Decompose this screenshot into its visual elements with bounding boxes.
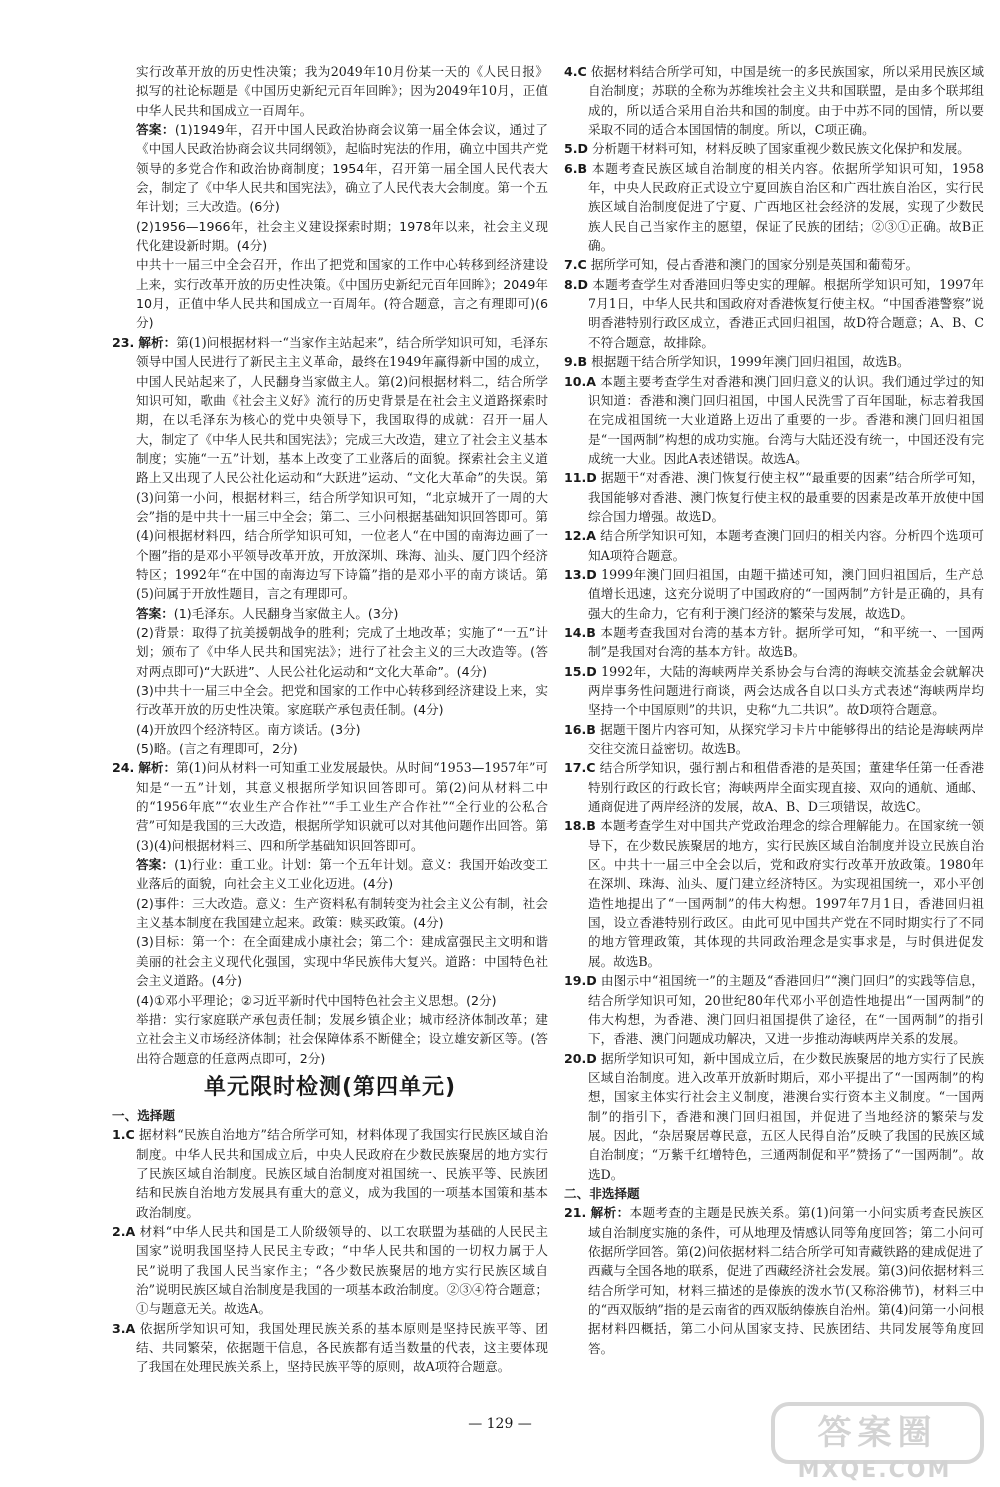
answer-paragraph: [112, 604, 548, 623]
question-text: 结合所学知识，强行割占和租借香港的是英国；董建华任第一任香港特别行政区的行政长官；海峡两岸全面实现直接、双向的通航、通邮、通商促进了两岸经济的发展，故A、B、D三项错误，故选C。: [588, 760, 984, 815]
watermark: [767, 1400, 982, 1482]
answer-paragraph: [112, 623, 548, 681]
question-number: 1.C: [112, 1127, 135, 1143]
question-item: [564, 159, 984, 256]
question-number: 14.B: [564, 624, 596, 640]
analysis-label: 解析：: [138, 334, 177, 350]
question-item: [112, 333, 548, 604]
question-item: [112, 1125, 548, 1222]
question-item: [564, 468, 984, 526]
question-text: 据材料“民族自治地方”结合所学可知，材料体现了我国实行民族区域自治制度。中华人民共和国成立后，中央人民政府在少数民族聚居的地方实行了民族区域自治制度。民族区域自治制度对祖国统一、民族平等、民族团结和民族自治地方发展具有重大的意义，成为我国的一项基本国策和基本政治制度。: [136, 1127, 548, 1220]
question-number: 10.A: [564, 373, 597, 389]
question-number: 23.: [112, 334, 135, 350]
question-text: 依据材料结合所学可知，中国是统一的多民族国家，所以采用民族区域自治制度；苏联的全称为苏维埃社会主义共和国联盟，是由多个联邦组成的，所以适合采用自治共和国的制度。由于中苏不同的国情，所以要采取不同的适合本国国情的制度。所以，C项正确。: [588, 64, 984, 138]
answer-paragraph: [112, 894, 548, 933]
question-text: 据题干“对香港、澳门恢复行使主权”“最重要的因素”结合所学可知，我国能够对香港、澳门恢复行使主权的最重要的因素是改革开放使中国综合国力增强。故选D。: [588, 470, 984, 524]
answer-paragraph: [112, 932, 548, 990]
answer-paragraph: [112, 855, 548, 894]
question-number: 9.B: [564, 354, 588, 370]
question-text: 本题考查的主题是民族关系。第(1)问第一小问实质考查民族区域自治制度实施的条件，可从地理及情感认同等角度回答；第二小问可依据所学回答。第(2)问依据材料二结合所学可知青藏铁路的建成促进了西藏与全国各地的联系，促进了西藏经济社会发展。第(3)问依据材料三结合所学可知，材料三描述的是傣族的泼水节(又称浴佛节)，材料三中的“西双版纳”指的是云南省的西双版纳傣族自治州。第(4)问第一小问根据材料四概括，第二小问从国家支持、民族团结、共同发展等角度回答。: [588, 1205, 984, 1356]
question-item: [564, 1203, 984, 1358]
question-text: 1999年澳门回归祖国，由题干描述可知，澳门回归祖国后，生产总值增长迅速，这充分说明了中国政府的“一国两制”方针是正确的，具有强大的生命力，它有利于澳门经济的繁荣与发展，故选D。: [588, 566, 984, 621]
question-text: 本题主要考查学生对香港和澳门回归意义的认识。我们通过学过的知识知道：香港和澳门回归祖国，中国人民洗雪了百年国耻，标志着我国在完成祖国统一大业道路上迈出了重要的一步。香港和澳门回归祖国是“一国两制”构想的成功实施。台湾与大陆还没有统一，中国还没有完成统一大业。因此A表述错误。故选A。: [588, 373, 984, 466]
page-number: — 129 —: [468, 1416, 532, 1432]
answer-text: (5)略。(言之有理即可，2分): [136, 741, 298, 757]
question-number: 12.A: [564, 528, 597, 544]
answer-label: 答案：: [136, 857, 175, 873]
question-text: 据题干图片内容可知，从探究学习卡片中能够得出的结论是海峡两岸交往交流日益密切。故选B。: [588, 721, 984, 757]
question-number: 16.B: [564, 721, 596, 737]
answer-label: 答案：: [136, 605, 174, 621]
question-text: 由图示中“祖国统一”的主题及“香港回归”“澳门回归”的实践等信息，结合所学知识可知，20世纪80年代邓小平创造性地提出“一国两制”的伟大构想，为香港、澳门回归祖国提供了途径，在“一国两制”的指引下，香港、澳门问题成功解决，又进一步推动海峡两岸关系的发展。: [588, 973, 984, 1047]
section-heading: 一、选择题: [112, 1107, 175, 1123]
left-column: [112, 62, 548, 1377]
question-item: [564, 526, 984, 565]
question-item: [112, 758, 548, 855]
question-text: 据所学知识可知，新中国成立后，在少数民族聚居的地方实行了民族区域自治制度。进入改革开放新时期后，邓小平提出了“一国两制”的构想，国家主体实行社会主义制度，港澳台实行资本主义制度。“一国两制”的指引下，香港和澳门回归祖国，并促进了当地经济的繁荣与发展。因此，“杂居聚居尊民意，五区人民得自治”反映了我国的民族区域自治制度；“万紫千红增特色，三通两制促和平”赞扬了“一国两制”。故选D。: [588, 1050, 984, 1182]
watermark-url: MXQE.COM: [797, 1458, 952, 1483]
question-item: [112, 1222, 548, 1319]
question-text: 本题考查民族区域自治制度的相关内容。依据所学知识可知，1958年，中央人民政府正式设立宁夏回族自治区和广西壮族自治区，实行民族区域自治制度促进了宁夏、广西地区社会经济的发展，实现了少数民族人民自己当家作主的愿望，保证了民族的团结；②③①正确。故B正确。: [588, 160, 984, 254]
question-text: 根据题干结合所学知识，1999年澳门回归祖国，故选B。: [591, 354, 910, 370]
question-item: [564, 816, 984, 971]
question-item: [564, 62, 984, 139]
answer-paragraph: [112, 720, 548, 739]
question-number: 8.D: [564, 276, 589, 292]
question-item: [564, 139, 984, 158]
question-number: 2.A: [112, 1223, 136, 1239]
answer-label: 答案：: [136, 122, 175, 138]
question-item: [564, 971, 984, 1048]
question-number: 17.C: [564, 760, 596, 776]
question-number: 3.A: [112, 1320, 136, 1336]
question-item: [564, 1049, 984, 1184]
answer-text: (2)1956—1966年，社会主义建设探索时期；1978年以来，社会主义现代化建设新时期。(4分): [136, 218, 548, 254]
answer-paragraph: [112, 120, 548, 217]
answer-text: 举措：实行家庭联产承包责任制；发展乡镇企业；城市经济体制改革；建立社会主义市场经济体制；社会保障体系不断健全；设立雄安新区等。(答出符合题意的任意两点即可，2分): [136, 1011, 548, 1066]
question-item: [564, 720, 984, 759]
question-text: 依据所学知识可知，我国处理民族关系的基本原则是坚持民族平等、团结、共同繁荣，依据题干信息，各民族都有适当数量的代表，这主要体现了我国在处理民族关系上，坚持民族平等的原则，故A项符合题意。: [136, 1320, 548, 1375]
question-text: 结合所学知识可知，本题考查澳门回归的相关内容。分析四个选项可知A项符合题意。: [588, 528, 984, 563]
question-text: 材料“中华人民共和国是工人阶级领导的、以工农联盟为基础的人民民主国家”说明我国坚持人民民主专政；“中华人民共和国的一切权力属于人民”说明了我国人民当家作主；“各少数民族聚居的地方实行民族区域自治”说明民族区域自治制度是我国的一项基本政治制度。②③④符合题意；①与题意无关。故选A。: [136, 1223, 548, 1317]
answer-text: (4)①邓小平理论；②习近平新时代中国特色社会主义思想。(2分): [136, 992, 497, 1008]
question-item: [564, 352, 984, 371]
answer-text: (3)目标：第一个：在全面建成小康社会；第二个：建成富强民主文明和谐美丽的社会主义现代化强国，实现中华民族伟大复兴。道路：中国特色社会主义道路。(4分): [136, 934, 548, 989]
answer-text: (3)中共十一届三中全会。把党和国家的工作中心转移到经济建设上来，实行改革开放的历史性决策。家庭联产承包责任制。(4分): [136, 683, 548, 718]
answer-text: (4)开放四个经济特区。南方谈话。(3分): [136, 721, 361, 737]
answer-paragraph: [112, 255, 548, 332]
question-item: [564, 758, 984, 816]
answer-paragraph: [112, 991, 548, 1010]
answer-paragraph: [112, 217, 548, 256]
question-text: 分析题干材料可知，材料反映了国家重视少数民族文化保护和发展。: [592, 141, 970, 157]
question-number: 5.D: [564, 141, 589, 157]
question-text: 本题考查学生对中国共产党政治理念的综合理解能力。在国家统一领导下，在少数民族聚居的地方，实行民族区域自治制度并设立民族自治区。中共十一届三中全会以后，党和政府实行改革开放政策。1980年在深圳、珠海、汕头、厦门建立经济特区。为实现祖国统一，邓小平创造性地提出了“一国两制”的伟大构想。1997年7月1日，香港回归祖国，设立香港特别行政区。由此可见中国共产党在不同时期实行了不同的地方管理政策，其体现的共同政治理念是实事求是，与时俱进促发展。故选B。: [588, 818, 984, 969]
answer-text: (1)行业：重工业。计划：第一个五年计划。意义：我国开始改变工业落后的面貌，向社会主义工业化迈进。(4分): [136, 857, 549, 892]
question-number: 13.D: [564, 566, 597, 582]
unit-title: 单元限时检测(第四单元): [203, 1074, 457, 1100]
analysis-label: 解析：: [590, 1205, 630, 1221]
answer-text: (2)事件：三大改造。意义：生产资料私有制转变为社会主义公有制，社会主义基本制度在我国建立起来。政策：赎买政策。(4分): [136, 895, 548, 931]
answer-paragraph: [112, 739, 548, 758]
question-item: [564, 372, 984, 469]
question-number: 4.C: [564, 64, 587, 79]
question-text: 本题考查我国对台湾的基本方针。据所学可知，“和平统一、一国两制”是我国对台湾的基本方针。故选B。: [588, 624, 984, 660]
question-number: 11.D: [564, 470, 597, 486]
analysis-label: 解析：: [138, 760, 177, 776]
answer-paragraph: [112, 1010, 548, 1068]
question-number: 19.D: [564, 973, 597, 989]
question-number: 20.D: [564, 1050, 597, 1066]
question-number: 24.: [112, 760, 135, 776]
question-item: [564, 662, 984, 720]
watermark-logo: 答案圈: [771, 1402, 984, 1464]
question-number: 15.D: [564, 663, 597, 679]
question-number: 7.C: [564, 257, 587, 273]
section-heading: 二、非选择题: [564, 1185, 640, 1201]
answer-text: (1)1949年，召开中国人民政治协商会议第一届全体会议，通过了《中国人民政治协商会议共同纲领》，起临时宪法的作用，确立中国共产党领导的多党合作和政治协商制度；1954年，召开第一届全国人民代表大会，制定了《中华人民共和国宪法》，确立了人民代表大会制度。第一个五年计划；三大改造。(6分): [136, 122, 549, 215]
question-item: [564, 565, 984, 623]
question-number: 6.B: [564, 160, 588, 176]
answer-text: (2)背景：取得了抗美援朝战争的胜利；完成了土地改革；实施了“一五”计划；颁布了《中华人民共和国宪法》；进行了社会主义的三大改造等。(答对两点即可)“大跃进”、人民公社化运动和“文化大革命”。(4分): [136, 624, 548, 679]
question-item: [564, 275, 984, 352]
answer-text: 中共十一届三中全会召开，作出了把党和国家的工作中心转移到经济建设上来，实行改革开放的历史性决策。《中国历史新纪元百年回眸》；2049年10月，正值中华人民共和国成立一百周年。(符合题意，言之有理即可)(6分): [136, 257, 548, 331]
paragraph: 实行改革开放的历史性决策；我为2049年10月份某一天的《人民日报》拟写的社论标题是《中国历史新纪元百年回眸》；因为2049年10月，正值中华人民共和国成立一百周年。: [136, 64, 548, 118]
question-number: 18.B: [564, 818, 596, 834]
right-column: [564, 62, 984, 1358]
question-text: 第(1)问根据材料一“当家作主站起来”，结合所学知识可知，毛泽东领导中国人民进行了新民主主义革命，最终在1949年赢得新中国的成立，中国人民站起来了，人民翻身当家做主人。第(2)问根据材料二，结合所学知识可知，歌曲《社会主义好》流行的历史背景是在社会主义道路探索时期，在以毛泽东为核心的党中央领导下，我国取得的成就：召开一届人大，制定了《中华人民共和国宪法》；完成三大改造，建立了社会主义基本制度；实施“一五”计划，基本上改变了工业落后的面貌。探索社会主义道路上又出现了人民公社化运动和“大跃进”运动、“文化大革命”的失误。第(3)问第一小问，根据材料三，结合所学知识可知，“北京城开了一周的大会”指的是中共十一届三中全会；第二、三小问根据基础知识回答即可。第(4)问根据材料四，结合所学知识可知，一位老人“在中国的南海边画了一个圈”指的是邓小平领导改革开放，开放深圳、珠海、汕头、厦门四个经济特区；1992年“在中国的南海边写下诗篇”指的是邓小平的南方谈话。第(5)问属于开放性题目，言之有理即可。: [136, 334, 548, 602]
answer-paragraph: [112, 681, 548, 720]
question-text: 第(1)问从材料一可知重工业发展最快。从时间“1953—1957年”可知是“一五”计划，其意义根据所学知识回答即可。第(2)问从材料二中的“1956年底”“农业生产合作社”“手工业生产合作社”“全行业的公私合营”可知是我国的三大改造，根据所学知识就可以对其他问题作出回答。第(3)(4)问根据材料三、四和所学基础知识回答即可。: [136, 760, 548, 853]
question-number: 21.: [564, 1205, 587, 1221]
question-text: 本题考查学生对香港回归等史实的理解。根据所学知识可知，1997年7月1日，中华人民共和国政府对香港恢复行使主权。“中国香港警察”说明香港特别行政区成立，香港正式回归祖国，故D符合题意；A、B、C不符合题意，故排除。: [588, 276, 984, 350]
question-text: 1992年，大陆的海峡两岸关系协会与台湾的海峡交流基金会就解决两岸事务性问题进行商谈，两会达成各自以口头方式表述“海峡两岸均坚持一个中国原则”的共识，史称“九二共识”。故D项符合题意。: [588, 663, 984, 718]
question-text: 据所学可知，侵占香港和澳门的国家分别是英国和葡萄牙。: [590, 257, 919, 273]
question-item: [112, 1319, 548, 1377]
question-item: [564, 623, 984, 662]
question-item: [564, 255, 984, 274]
answer-text: (1)毛泽东。人民翻身当家做主人。(3分): [173, 605, 399, 621]
